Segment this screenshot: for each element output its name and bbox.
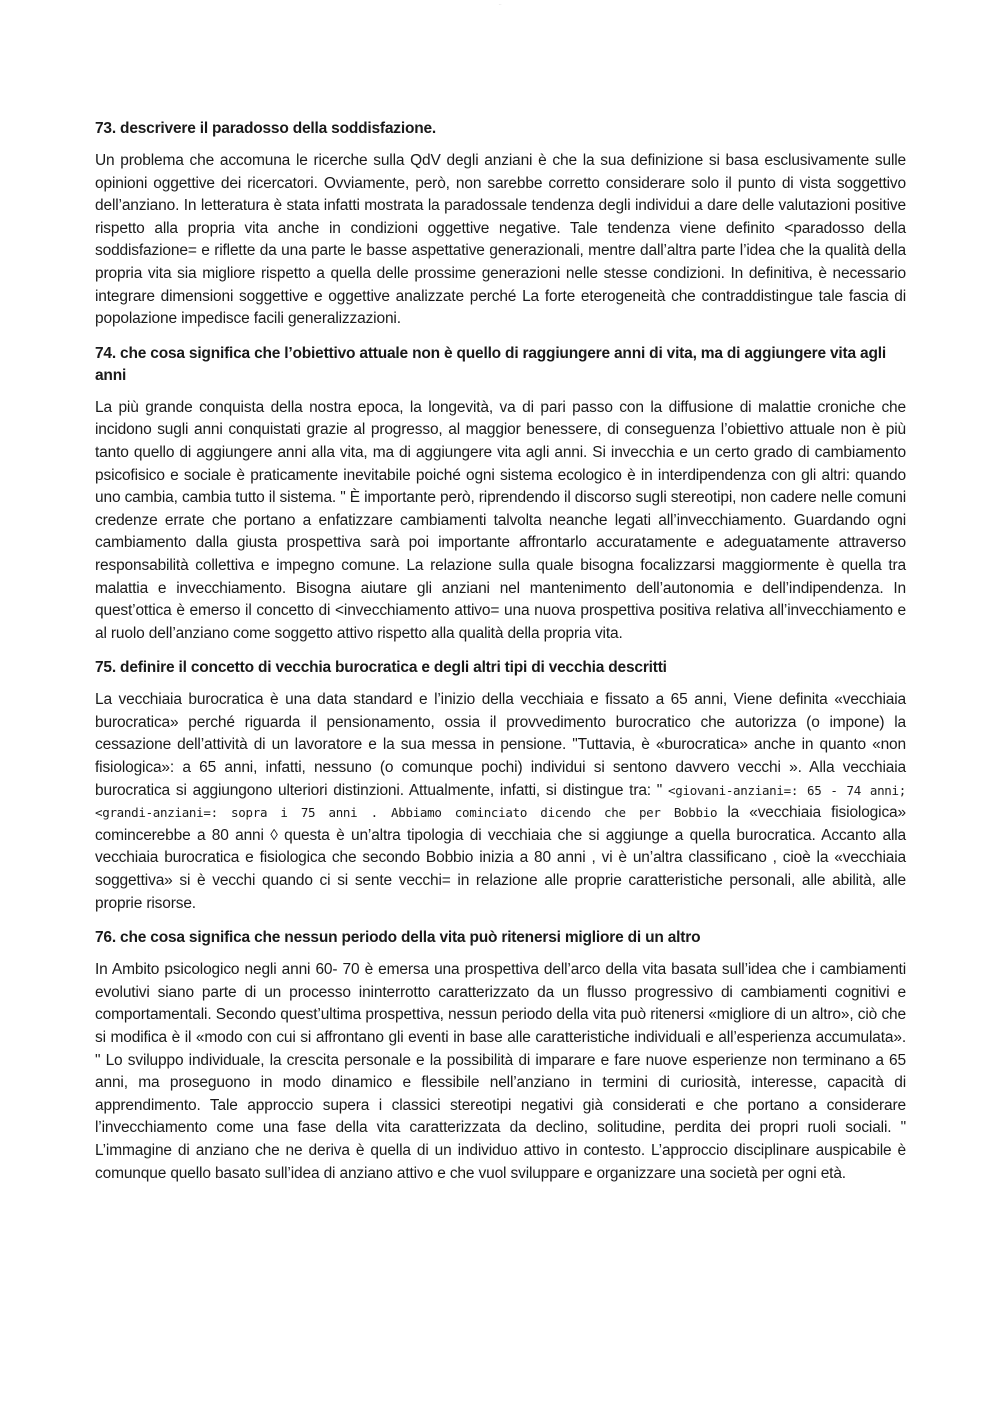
section-heading: 75. definire il concetto di vecchia burocratica e degli altri tipi di vecchia descritti bbox=[95, 659, 667, 677]
section-heading: 73. descrivere il paradosso della soddisfazione. bbox=[95, 120, 437, 137]
section-body-mono: <giovani-anziani=: 65 - 74 anni; <grandi-anziani=: sopra i 75 anni . Abbiamo cominciato dicendo che per Bobbio bbox=[95, 782, 906, 821]
section-heading: 76. che cosa significa che nessun periodo della vita può ritenersi migliore di un altro bbox=[95, 929, 701, 947]
section-body: Un problema che accomuna le ricerche sulla QdV degli anziani è che la sua definizione si basa esclusivamente sulle opinioni oggettive dei ricercatori. Ovviamente, però, non sarebbe corretto considerare solo il punto di vista soggettivo dell’anziano. In letteratura è stata infatti mostrata la paradossale tendenza degli individui a dare delle valutazioni positive rispetto alla propria vita anche in condizioni oggettive negative. Tale tendenza viene definito <paradosso della soddisfazione= e riflette da una parte le basse aspettative generazionali, mentre dall’altra parte l’idea che la qualità della propria vita sia migliore rispetto a quella delle prossime generazioni nelle stesse condizioni. In definitiva, è necessario integrare dimensioni soggettive e oggettive analizzate perché La forte eterogeneità che contraddistingue tale fascia di popolazione impedisce facili generalizzazioni. bbox=[95, 152, 906, 328]
header-mark: ... bbox=[498, 2, 502, 6]
section-76 bbox=[95, 927, 906, 1185]
section-body-part: La vecchiaia burocratica è una data standard e l’inizio della vecchiaia e fissato a 65 anni, Viene definita «vecchiaia burocratica» perché riguarda il pensionamento, ossia il provvedimento burocratico che autorizza (o impone) la cessazione dell’attività di un lavoratore e la sua messa in pensione. "Tuttavia, è «burocratica» anche in quanto «non fisiologica»: a 65 anni, infatti, nessuno (o comunque pochi) individui si sentono davvero vecchi ». Alla vecchiaia burocratica si aggiungono ulteriori distinzioni. Attualmente, infatti, si distingue tra: " bbox=[95, 691, 906, 799]
section-73 bbox=[95, 118, 906, 331]
section-74 bbox=[95, 343, 906, 646]
section-body: In Ambito psicologico negli anni 60- 70 è emersa una prospettiva dell’arco della vita basata sull’idea che i cambiamenti evolutivi siano parte di un processo ininterrotto caratterizzato da un flusso progressivo di cambiamenti cognitivi e comportamentali. Secondo quest’ultima prospettiva, nessun periodo della vita può ritenersi «migliore di un altro», ciò che si modifica è il «modo con cui si affrontano gli eventi in base alle caratteristiche individuali e all’esperienza accumulata». " Lo sviluppo individuale, la crescita personale e la possibilità di imparare e fare nuove esperienze non terminano a 65 anni, ma proseguono in modo dinamico e flessibile nell’anziano in termini di curiosità, interesse, capacità di apprendimento. Tale approccio supera i classici stereotipi negativi già considerati e che portano a considerare l’invecchiamento come una fase della vita caratterizzata da declino, solitudine, perdita dei propri ruoli sociali. " L’immagine di anziano che ne deriva è quella di un individuo attivo in contesto. L’approccio disciplinare auspicabile è comunque quello basato sull’idea di anziano attivo e che vuol sviluppare e organizzare una società per ogni età. bbox=[95, 961, 906, 1182]
section-body-part: la «vecchiaia fisiologica» comincerebbe a 80 anni ◊ questa è un’altra tipologia di vecchiaia che si aggiunge a quella burocratica. Accanto alla vecchiaia burocratica e fisiologica che secondo Bobbio inizia a 80 anni , vi è un’altra classificano , cioè la «vecchiaia soggettiva» si è vecchi quando ci si sente vecchi= in relazione alle proprie caratteristiche personali, alle abilità, alle proprie risorse. bbox=[95, 804, 906, 912]
document-page bbox=[95, 118, 906, 1197]
section-body: La più grande conquista della nostra epoca, la longevità, va di pari passo con la diffusione di malattie croniche che incidono sugli anni conquistati grazie al progresso, al maggior benessere, di conseguenza l’obiettivo attuale non è più tanto quello di aggiungere anni alla vita, ma di aggiungere vita agli anni. Si invecchia e un certo grado di cambiamento psicofisico e sociale è praticamente inevitabile poiché ogni sistema ecologico è in interdipendenza con gli altri: quando uno cambia, cambia tutto il sistema. " È importante però, riprendendo il discorso sugli stereotipi, non cadere nelle comuni credenze errate che portano a enfatizzare cambiamenti talvolta neanche legati all’invecchiamento. Guardando ogni cambiamento dalla giusta prospettiva sarà poi importante affrontarlo accuratamente e adeguatamente attraverso responsabilità collettiva e impegno comune. La relazione sulla quale bisogna focalizzarsi maggiormente è quella tra malattia e invecchiamento. Bisogna aiutare gli anziani nel mantenimento dell’autonomia e dell’indipendenza. In quest’ottica è emerso il concetto di <invecchiamento attivo= una nuova prospettiva positiva relativa all’invecchiamento e al ruolo dell’anziano come soggetto attivo rispetto alla qualità della propria vita. bbox=[95, 398, 906, 642]
section-heading: 74. che cosa significa che l’obiettivo attuale non è quello di raggiungere anni di vita, ma di aggiungere vita agli anni bbox=[95, 344, 886, 384]
section-body bbox=[95, 689, 906, 915]
section-75 bbox=[95, 657, 906, 915]
